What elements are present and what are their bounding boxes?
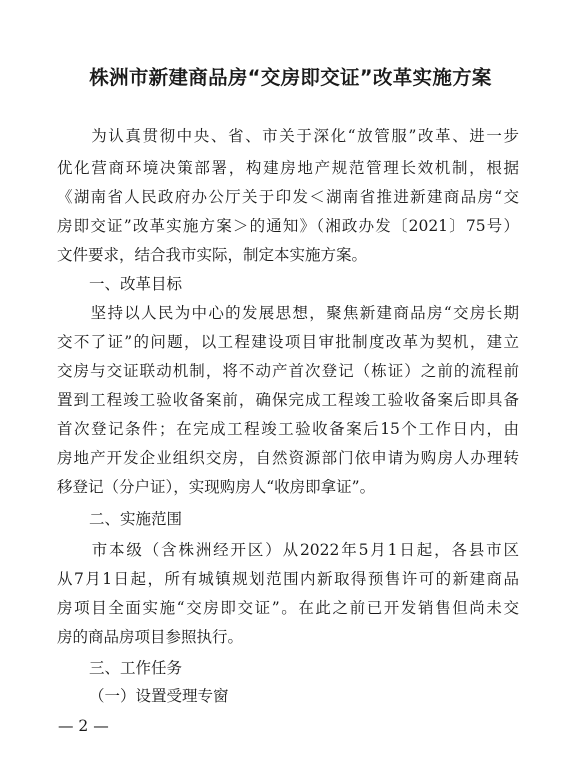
section1-line: 房地产开发企业组织交房，自然资源部门依申请为购房人办理转 (57, 449, 519, 467)
section1-line: 置到工程竣工验收备案前，确保完成工程竣工验收备案后即具备 (57, 391, 519, 409)
section-heading: 二、实施范围 (89, 510, 183, 528)
document-title: 株洲市新建商品房“交房即交证”改革实施方案 (89, 66, 492, 89)
intro-line: 优化营商环境决策部署，构建房地产规范管理长效机制，根据 (57, 159, 519, 177)
intro-line: 文件要求，结合我市实际，制定本实施方案。 (57, 246, 368, 264)
section2-line: 市本级（含株洲经开区）从2022年5月1日起，各县市区 (57, 541, 519, 559)
subsection-heading: （一）设置受理专窗 (89, 687, 229, 705)
section1-line: 移登记（分户证），实现购房人“收房即拿证”。 (57, 478, 376, 496)
page-number: — 2 — (58, 717, 109, 735)
section1-line: 交房与交证联动机制，将不动产首次登记（栋证）之前的流程前 (57, 362, 519, 380)
section2-line: 房项目全面实施“交房即交证”。在此之前已开发销售但尚未交 (57, 599, 519, 617)
intro-line: 为认真贯彻中央、省、市关于深化“放管服”改革、进一步 (57, 127, 519, 145)
section1-line: 坚持以人民为中心的发展思想，聚焦新建商品房“交房长期 (57, 304, 519, 322)
section2-line: 房的商品房项目参照执行。 (57, 628, 244, 646)
intro-line: 《湖南省人民政府办公厅关于印发＜湖南省推进新建商品房“交 (57, 188, 519, 206)
section-heading: 一、改革目标 (89, 275, 183, 293)
section-heading: 三、工作任务 (89, 659, 183, 677)
section1-line: 首次登记条件；在完成工程竣工验收备案后15个工作日内，由 (57, 420, 519, 438)
intro-line: 房即交证”改革实施方案＞的通知》（湘政办发〔2021〕75号） (57, 217, 519, 235)
section2-line: 从7月1日起，所有城镇规划范围内新取得预售许可的新建商品 (57, 570, 519, 588)
section1-line: 交不了证”的问题，以工程建设项目审批制度改革为契机，建立 (57, 333, 519, 351)
